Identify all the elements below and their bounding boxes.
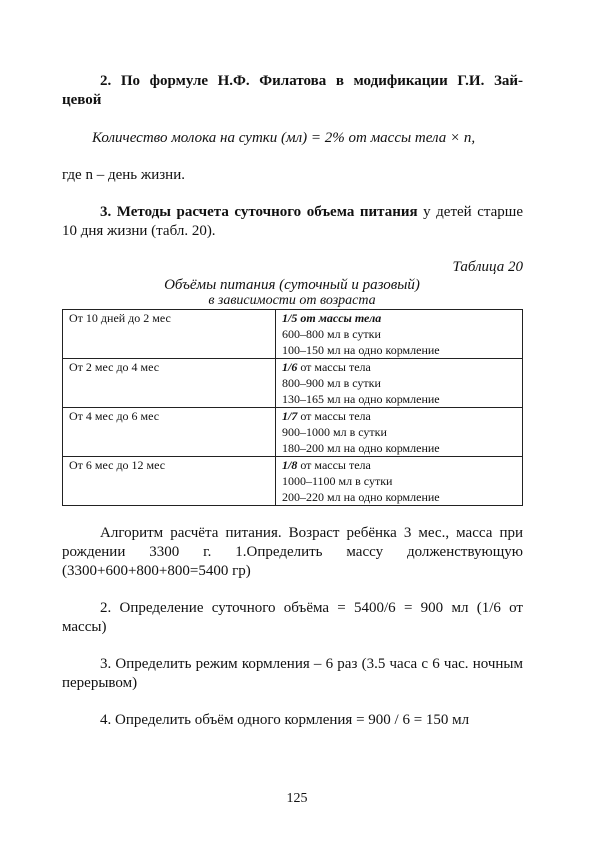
age-cell: От 4 мес до 6 мес — [63, 408, 276, 457]
fraction-value: 1/6 — [282, 360, 298, 374]
fraction-value: 1/8 — [282, 458, 298, 472]
section-3-heading: 3. Методы расчета суточного объема питания — [100, 204, 418, 220]
single-feeding-volume: 200–220 мл на одно кормление — [282, 490, 440, 504]
fraction-line — [282, 408, 522, 424]
table-row — [63, 408, 523, 457]
daily-volume: 600–800 мл в сутки — [282, 327, 381, 341]
table-row — [63, 359, 523, 408]
fraction-value: 1/5 — [282, 311, 298, 325]
mass-label: от массы тела — [297, 409, 371, 423]
formula-note: где n – день жизни. — [62, 167, 185, 183]
single-feeding-volume: 130–165 мл на одно кормление — [282, 392, 440, 406]
algorithm-paragraph-4: 4. Определить объём одного кормления = 900 / 6 = 150 мл — [100, 712, 470, 728]
section-3-heading-rest: у детей старше 10 дня жизни (табл. 20). — [62, 204, 524, 239]
single-feeding-volume: 180–200 мл на одно кормление — [282, 441, 440, 455]
table-number: Таблица 20 — [452, 259, 523, 275]
daily-volume: 900–1000 мл в сутки — [282, 425, 387, 439]
section-2-heading-line1: 2. По формуле Н.Ф. Филатова в модификации Г.И. Зай- — [100, 73, 523, 89]
table-row — [63, 457, 523, 506]
mass-label: от массы тела — [297, 360, 371, 374]
age-cell: От 2 мес до 4 мес — [63, 359, 276, 408]
volume-cell — [276, 457, 523, 506]
fraction-line — [282, 457, 522, 473]
mass-label: от массы тела — [297, 311, 382, 325]
age-cell: От 6 мес до 12 мес — [63, 457, 276, 506]
feeding-volume-table — [62, 309, 523, 506]
volume-cell — [276, 408, 523, 457]
formula-text: Количество молока на сутки (мл) = 2% от массы тела × n, — [92, 130, 476, 146]
daily-volume: 800–900 мл в сутки — [282, 376, 381, 390]
fraction-line — [282, 310, 522, 326]
algorithm-paragraph-1: Алгоритм расчёта питания. Возраст ребёнка 3 мес., масса при рождении 3300 г. 1.Определить массу долженствующую (3300+600+800+800=5400 гр) — [62, 525, 523, 579]
page-number: 125 — [286, 791, 308, 806]
section-2-heading — [62, 72, 523, 110]
volume-cell — [276, 310, 523, 359]
daily-volume: 1000–1100 мл в сутки — [282, 474, 393, 488]
fraction-line — [282, 359, 522, 375]
table-caption-line2: в зависимости от возраста — [208, 293, 376, 308]
section-3-paragraph — [62, 203, 523, 241]
single-feeding-volume: 100–150 мл на одно кормление — [282, 343, 440, 357]
section-2-heading-line2: цевой — [62, 92, 102, 108]
table-row — [63, 310, 523, 359]
volume-cell — [276, 359, 523, 408]
algorithm-paragraph-3: 3. Определить режим кормления – 6 раз (3.5 часа с 6 час. ночным перерывом) — [62, 656, 523, 691]
fraction-value: 1/7 — [282, 409, 298, 423]
table-caption-line1: Объёмы питания (суточный и разовый) — [164, 277, 420, 293]
age-cell: От 10 дней до 2 мес — [63, 310, 276, 359]
algorithm-paragraph-2: 2. Определение суточного объёма = 5400/6 = 900 мл (1/6 от массы) — [62, 600, 523, 635]
mass-label: от массы тела — [297, 458, 371, 472]
